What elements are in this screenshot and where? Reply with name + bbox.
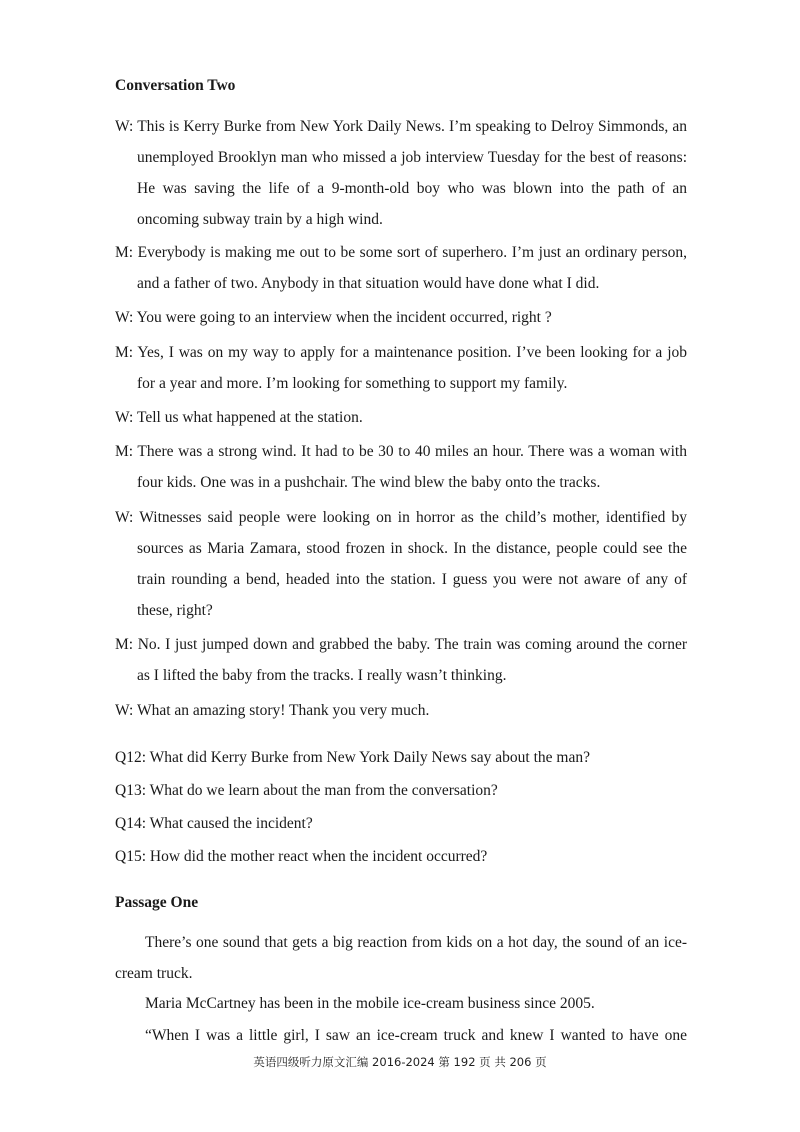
dialogue-line: M: There was a strong wind. It had to be 30 to 40 miles an hour. There was a woman with four kids. One was in a pushchair. The wind blew the baby onto the tracks. bbox=[115, 443, 687, 491]
passage-paragraph: “When I was a little girl, I saw an ice-cream truck and knew I wanted to have one bbox=[145, 1027, 687, 1044]
dialogue-line: W: Tell us what happened at the station. bbox=[115, 409, 363, 426]
passage-paragraph bbox=[115, 927, 687, 989]
conversation-title: Conversation Two bbox=[115, 77, 236, 94]
question-item: Q14: What caused the incident? bbox=[115, 815, 313, 832]
passage-paragraph: Maria McCartney has been in the mobile ice-cream business since 2005. bbox=[145, 995, 595, 1012]
dialogue-line: M: Yes, I was on my way to apply for a maintenance position. I’ve been looking for a job for a year and more. I’m looking for something to support my family. bbox=[115, 344, 687, 392]
dialogue-line: W: This is Kerry Burke from New York Daily News. I’m speaking to Delroy Simmonds, an unemployed Brooklyn man who missed a job interview Tuesday for the best of reasons: He was saving the life of a 9-month-old boy who was blown into the path of an oncoming subway train by a high wind. bbox=[115, 118, 687, 228]
dialogue-line: W: What an amazing story! Thank you very much. bbox=[115, 702, 430, 719]
passage-paragraph-text: There’s one sound that gets a big reaction from kids on a hot day, the sound of an ice-cream truck. bbox=[115, 934, 687, 982]
dialogue-line: W: Witnesses said people were looking on in horror as the child’s mother, identified by sources as Maria Zamara, stood frozen in shock. In the distance, people could see the train rounding a bend, headed into the station. I guess you were not aware of any of these, right? bbox=[115, 509, 687, 619]
question-item: Q12: What did Kerry Burke from New York Daily News say about the man? bbox=[115, 749, 590, 766]
dialogue-line: M: Everybody is making me out to be some sort of superhero. I’m just an ordinary person, and a father of two. Anybody in that situation would have done what I did. bbox=[115, 244, 687, 292]
question-item: Q13: What do we learn about the man from the conversation? bbox=[115, 782, 498, 799]
passage-title: Passage One bbox=[115, 894, 199, 911]
dialogue-line: M: No. I just jumped down and grabbed the baby. The train was coming around the corner as I lifted the baby from the tracks. I really wasn’t thinking. bbox=[115, 636, 687, 684]
dialogue-line: W: You were going to an interview when the incident occurred, right ? bbox=[115, 309, 552, 326]
page-footer: 英语四级听力原文汇编 2016-2024 第 192 页 共 206 页 bbox=[253, 1055, 547, 1069]
question-item: Q15: How did the mother react when the incident occurred? bbox=[115, 848, 488, 865]
